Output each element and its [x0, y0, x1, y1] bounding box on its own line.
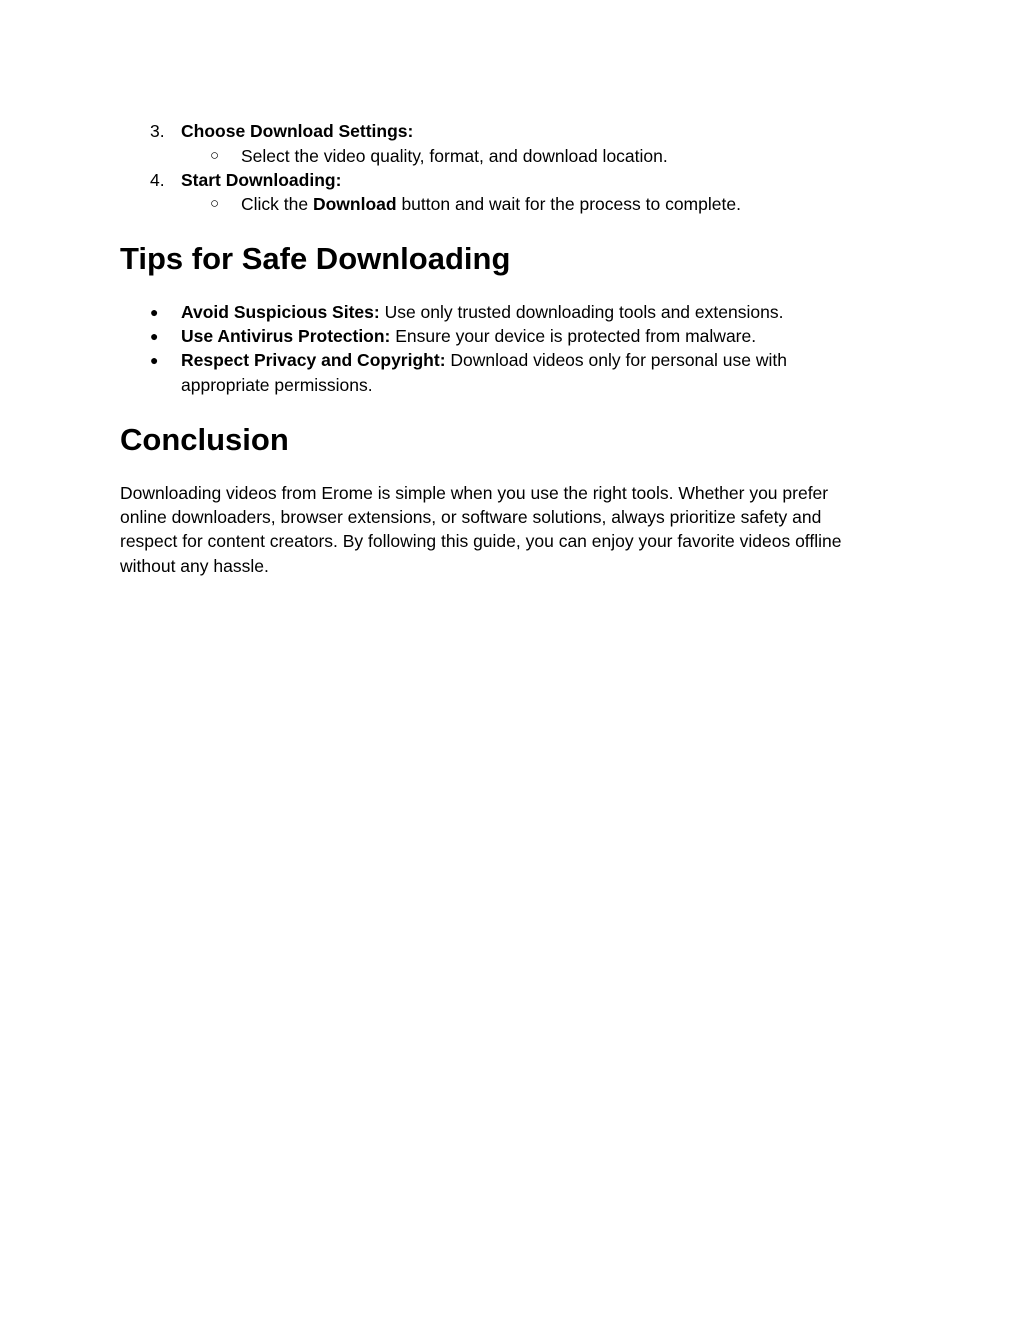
tip-bold: Respect Privacy and Copyright:: [181, 350, 446, 370]
step-number: 4.: [150, 170, 165, 190]
tip-item: [181, 348, 787, 372]
section-heading-conclusion: Conclusion: [120, 422, 289, 457]
substep-bold: Download: [312, 194, 397, 214]
tip-item: [181, 300, 783, 324]
paragraph-line: without any hassle.: [120, 556, 269, 576]
step-title: [181, 168, 341, 192]
substep-text-after: button and wait for the process to complete.: [396, 194, 741, 214]
tip-text: Use only trusted downloading tools and extensions.: [379, 302, 784, 322]
tip-item-continuation: appropriate permissions.: [181, 375, 373, 395]
bullet-marker: ●: [150, 352, 159, 368]
tip-text: Ensure your device is protected from malware.: [390, 326, 757, 346]
circle-bullet: ○: [210, 147, 220, 164]
paragraph-line: Downloading videos from Erome is simple when you use the right tools. Whether you prefer: [120, 483, 829, 503]
step-substep: [241, 192, 741, 216]
section-heading-tips: Tips for Safe Downloading: [120, 241, 511, 276]
tip-bold: Use Antivirus Protection:: [181, 326, 391, 346]
step-number: 3.: [150, 121, 165, 141]
step-substep: Select the video quality, format, and download location.: [241, 146, 668, 166]
paragraph-line: respect for content creators. By following this guide, you can enjoy your favorite videos offline: [120, 531, 842, 551]
step-title-text: Start Downloading:: [181, 170, 342, 190]
paragraph-line: online downloaders, browser extensions, or software solutions, always prioritize safety and: [120, 507, 822, 527]
step-title-text: Choose Download Settings:: [181, 121, 414, 141]
bullet-marker: ●: [150, 328, 159, 344]
tip-item: [181, 324, 756, 348]
bullet-marker: ●: [150, 304, 159, 320]
circle-bullet: ○: [210, 195, 220, 212]
tip-text: Download videos only for personal use with: [445, 350, 787, 370]
step-title: [181, 119, 413, 143]
substep-text-before: Click the: [241, 194, 313, 214]
tip-bold: Avoid Suspicious Sites:: [181, 302, 380, 322]
